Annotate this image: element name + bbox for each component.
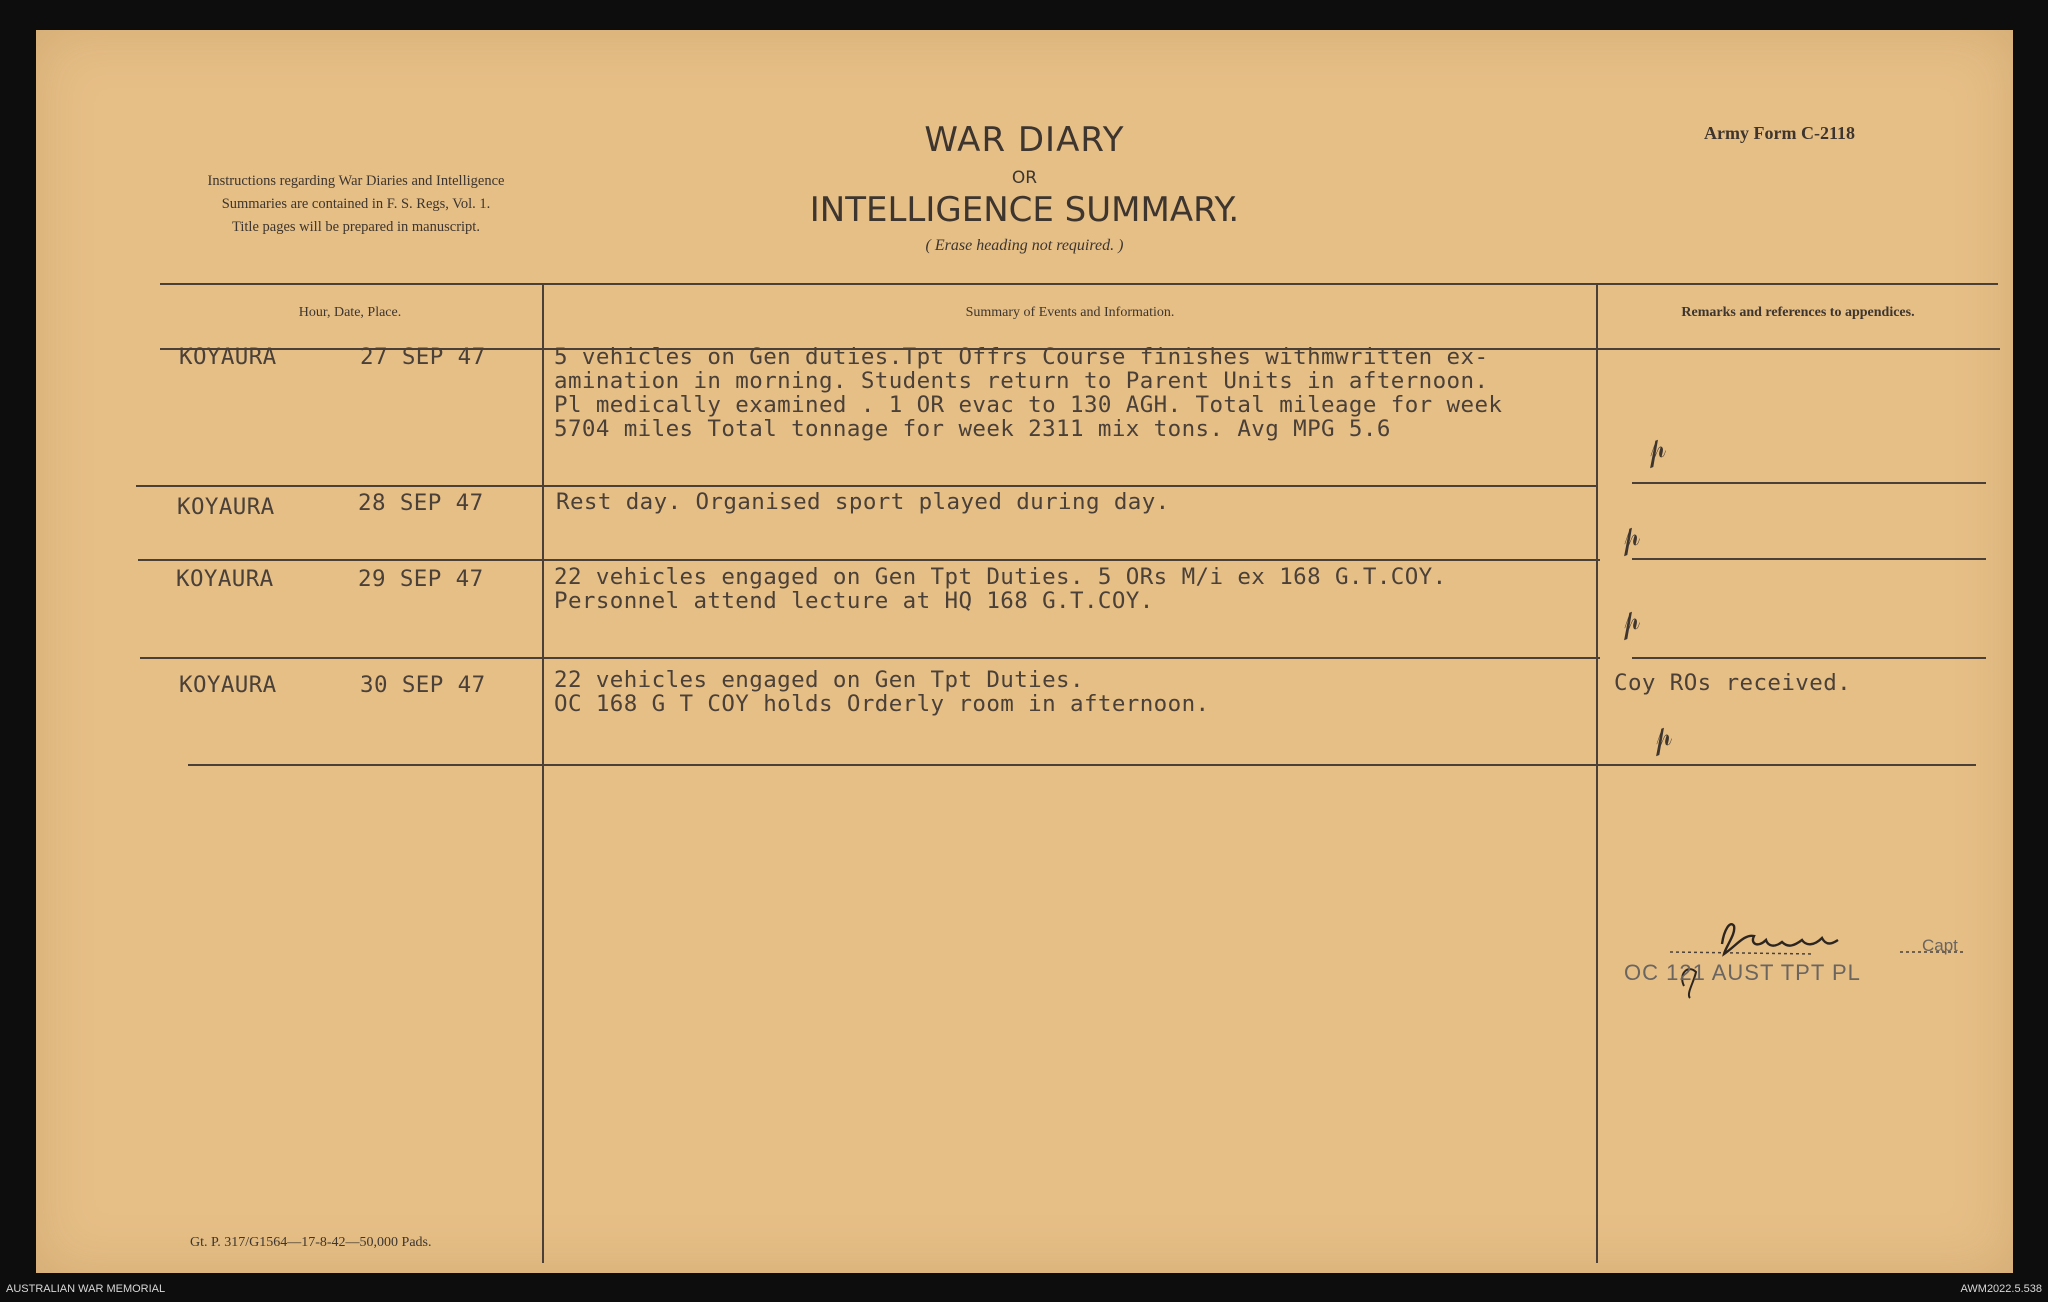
row-rule-2-remarks — [1632, 558, 1986, 560]
printer-imprint: Gt. P. 317/G1564—17-8-42—50,000 Pads. — [190, 1235, 432, 1250]
entry-date: 27 SEP 47 — [360, 344, 486, 370]
instructions-line-1: Instructions regarding War Diaries and Intelligence — [207, 173, 505, 189]
tick-mark-icon: 𝓅 — [1612, 517, 1645, 558]
entry-summary-line: amination in morning. Students return to Parent Units in afternoon. — [554, 368, 1489, 394]
table-top-rule — [160, 283, 1998, 285]
instructions-line-3: Title pages will be prepared in manuscript. — [232, 219, 480, 235]
entry-summary-line: Personnel attend lecture at HQ 168 G.T.COY. — [554, 588, 1154, 614]
entry-place: KOYAURA — [176, 566, 274, 592]
entry-summary-line: 22 vehicles engaged on Gen Tpt Duties. 5 ORs M/i ex 168 G.T.COY. — [554, 564, 1447, 590]
army-form-number: Army Form C-2118 — [1704, 123, 1855, 143]
entry-date: 29 SEP 47 — [358, 566, 484, 592]
row-rule-2 — [138, 559, 1600, 561]
title-war-diary: WAR DIARY — [924, 120, 1125, 160]
column-header-summary: Summary of Events and Information. — [965, 305, 1175, 320]
row-rule-1 — [136, 485, 1596, 487]
entry-remark: Coy ROs received. — [1614, 670, 1852, 696]
tick-mark-icon: 𝓅 — [1644, 717, 1677, 758]
signer-rank: Capt — [1922, 936, 1958, 955]
entry-summary-line: 22 vehicles engaged on Gen Tpt Duties. — [554, 667, 1084, 693]
erase-heading-note: ( Erase heading not required. ) — [925, 237, 1124, 254]
row-rule-1-remarks — [1632, 482, 1986, 484]
entry-place: KOYAURA — [179, 344, 277, 370]
entry-summary-line: OC 168 G T COY holds Orderly room in afternoon. — [554, 691, 1210, 717]
footer-catalogue-id: AWM2022.5.538 — [1960, 1283, 2042, 1295]
entry-summary-line: Rest day. Organised sport played during day. — [556, 489, 1170, 515]
column-divider-right — [1596, 283, 1598, 1263]
entry-summary-line: 5 vehicles on Gen duties.Tpt Offrs Course finishes withmwritten ex- — [554, 344, 1489, 370]
column-header-place: Hour, Date, Place. — [298, 305, 402, 320]
tick-mark-icon: 𝓅 — [1638, 429, 1671, 470]
column-divider-left — [542, 283, 544, 1263]
entry-date: 28 SEP 47 — [358, 490, 484, 516]
row-rule-4 — [188, 764, 1976, 766]
entry-place: KOYAURA — [179, 672, 277, 698]
row-rule-3-remarks — [1632, 657, 1986, 659]
row-rule-3 — [140, 657, 1600, 659]
entry-summary-line: Pl medically examined . 1 OR evac to 130 AGH. Total mileage for week — [554, 392, 1503, 418]
unit-stamp: OC 121 AUST TPT PL — [1624, 960, 1861, 985]
entry-date: 30 SEP 47 — [360, 672, 486, 698]
column-header-remarks: Remarks and references to appendices. — [1681, 305, 1915, 320]
instructions-line-2: Summaries are contained in F. S. Regs, Vol. 1. — [221, 196, 491, 212]
title-intelligence-summary: INTELLIGENCE SUMMARY. — [809, 190, 1240, 230]
entry-summary-line: 5704 miles Total tonnage for week 2311 mix tons. Avg MPG 5.6 — [554, 416, 1391, 442]
title-or: OR — [1011, 168, 1038, 188]
footer-institution: AUSTRALIAN WAR MEMORIAL — [6, 1283, 166, 1295]
diary-sheet — [36, 30, 2013, 1273]
tick-mark-icon: 𝓅 — [1612, 601, 1645, 642]
entry-place: KOYAURA — [177, 494, 275, 520]
